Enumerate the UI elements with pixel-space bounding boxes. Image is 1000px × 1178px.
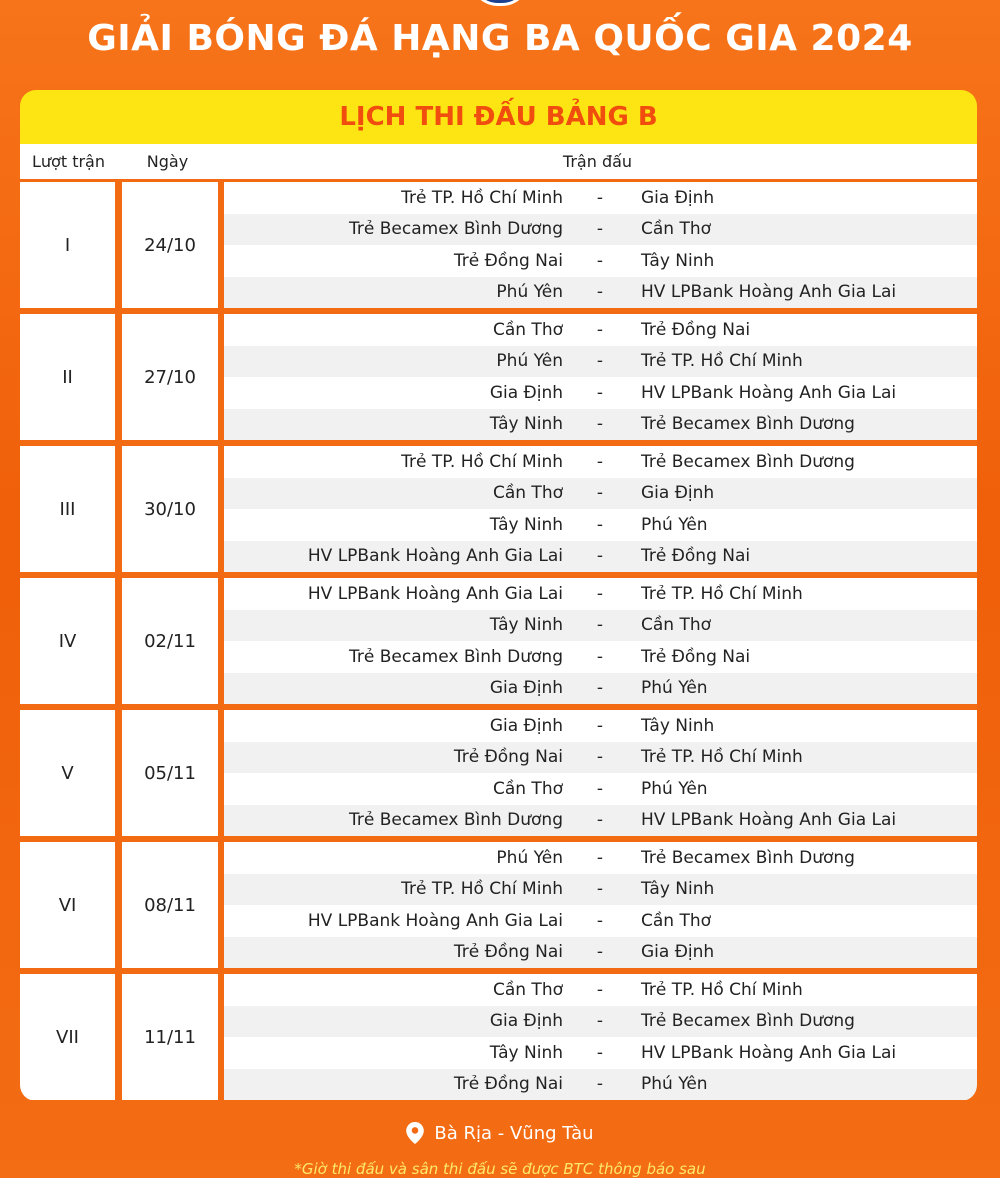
versus-separator: - <box>596 715 604 736</box>
versus-separator: - <box>596 847 604 868</box>
home-team: Trẻ Đồng Nai <box>453 1074 563 1095</box>
match-row <box>224 742 977 774</box>
match-list <box>224 710 977 836</box>
home-team: HV LPBank Hoàng Anh Gia Lai <box>307 583 563 604</box>
match-row <box>224 409 977 441</box>
versus-separator: - <box>596 1011 604 1032</box>
home-team: Cần Thơ <box>492 483 563 504</box>
round-number: V <box>20 710 115 836</box>
match-list <box>224 578 977 704</box>
round-block <box>20 578 977 704</box>
versus-separator: - <box>596 810 604 831</box>
match-row <box>224 346 977 378</box>
home-team: Phú Yên <box>496 282 563 303</box>
match-row <box>224 214 977 246</box>
home-team: Trẻ TP. Hồ Chí Minh <box>401 451 563 472</box>
versus-separator: - <box>596 942 604 963</box>
round-date: 02/11 <box>122 578 218 704</box>
home-team: HV LPBank Hoàng Anh Gia Lai <box>307 910 563 931</box>
round-block <box>20 710 977 836</box>
versus-separator: - <box>596 219 604 240</box>
match-list <box>224 842 977 968</box>
match-row <box>224 377 977 409</box>
away-team: Tây Ninh <box>641 879 715 900</box>
versus-separator: - <box>596 282 604 303</box>
round-number: III <box>20 446 115 572</box>
home-team: Cần Thơ <box>492 979 563 1000</box>
page-title: GIẢI BÓNG ĐÁ HẠNG BA QUỐC GIA 2024 <box>87 18 913 59</box>
away-team: Phú Yên <box>641 678 708 699</box>
match-row <box>224 1069 977 1101</box>
away-team: Gia Định <box>641 187 715 208</box>
away-team: Trẻ Becamex Bình Dương <box>641 847 855 868</box>
away-team: Cần Thơ <box>641 615 712 636</box>
match-row <box>224 509 977 541</box>
home-team: Gia Định <box>489 1011 563 1032</box>
away-team: Trẻ Đồng Nai <box>641 319 751 340</box>
home-team: Trẻ Đồng Nai <box>453 747 563 768</box>
away-team: Trẻ TP. Hồ Chí Minh <box>641 583 803 604</box>
away-team: Tây Ninh <box>641 715 715 736</box>
away-team: Trẻ Becamex Bình Dương <box>641 414 855 435</box>
round-number: VI <box>20 842 115 968</box>
home-team: Phú Yên <box>496 847 563 868</box>
rounds-list <box>20 182 977 1100</box>
versus-separator: - <box>596 451 604 472</box>
home-team: Trẻ TP. Hồ Chí Minh <box>401 187 563 208</box>
round-number: II <box>20 314 115 440</box>
away-team: Tây Ninh <box>641 250 715 271</box>
home-team: Phú Yên <box>496 351 563 372</box>
away-team: Cần Thơ <box>641 219 712 240</box>
away-team: HV LPBank Hoàng Anh Gia Lai <box>641 810 897 831</box>
away-team: Cần Thơ <box>641 910 712 931</box>
match-row <box>224 905 977 937</box>
round-block <box>20 446 977 572</box>
away-team: Trẻ Becamex Bình Dương <box>641 451 855 472</box>
match-row <box>224 805 977 837</box>
round-number: VII <box>20 974 115 1100</box>
round-block <box>20 842 977 968</box>
versus-separator: - <box>596 879 604 900</box>
away-team: Trẻ Đồng Nai <box>641 646 751 667</box>
versus-separator: - <box>596 382 604 403</box>
away-team: Trẻ Đồng Nai <box>641 546 751 567</box>
versus-separator: - <box>596 678 604 699</box>
home-team: Gia Định <box>489 382 563 403</box>
match-row <box>224 842 977 874</box>
round-date: 05/11 <box>122 710 218 836</box>
away-team: Trẻ TP. Hồ Chí Minh <box>641 747 803 768</box>
match-row <box>224 610 977 642</box>
map-pin-icon <box>406 1122 424 1144</box>
away-team: Gia Định <box>641 942 715 963</box>
match-row <box>224 773 977 805</box>
match-row <box>224 641 977 673</box>
away-team: Trẻ Becamex Bình Dương <box>641 1011 855 1032</box>
home-team: Trẻ Becamex Bình Dương <box>349 810 563 831</box>
home-team: Trẻ Becamex Bình Dương <box>349 646 563 667</box>
home-team: Cần Thơ <box>492 319 563 340</box>
versus-separator: - <box>596 1074 604 1095</box>
home-team: Gia Định <box>489 678 563 699</box>
home-team: Tây Ninh <box>489 514 563 535</box>
away-team: Phú Yên <box>641 514 708 535</box>
home-team: Cần Thơ <box>492 778 563 799</box>
away-team: Trẻ TP. Hồ Chí Minh <box>641 979 803 1000</box>
home-team: Tây Ninh <box>489 615 563 636</box>
round-date: 30/10 <box>122 446 218 572</box>
footnote: *Giờ thi đấu và sân thi đấu sẽ được BTC thông báo sau <box>294 1160 706 1178</box>
away-team: Phú Yên <box>641 778 708 799</box>
location-line <box>0 1122 1000 1144</box>
match-row <box>224 314 977 346</box>
home-team: HV LPBank Hoàng Anh Gia Lai <box>307 546 563 567</box>
away-team: HV LPBank Hoàng Anh Gia Lai <box>641 1042 897 1063</box>
round-date: 08/11 <box>122 842 218 968</box>
versus-separator: - <box>596 250 604 271</box>
versus-separator: - <box>596 351 604 372</box>
round-date: 27/10 <box>122 314 218 440</box>
home-team: Trẻ Becamex Bình Dương <box>349 219 563 240</box>
schedule-board <box>20 90 977 1101</box>
match-list <box>224 314 977 440</box>
away-team: HV LPBank Hoàng Anh Gia Lai <box>641 382 897 403</box>
match-row <box>224 974 977 1006</box>
versus-separator: - <box>596 646 604 667</box>
home-team: Tây Ninh <box>489 1042 563 1063</box>
match-row <box>224 1006 977 1038</box>
location-text: Bà Rịa - Vũng Tàu <box>434 1122 594 1144</box>
match-row <box>224 478 977 510</box>
away-team: HV LPBank Hoàng Anh Gia Lai <box>641 282 897 303</box>
column-header-date: Ngày <box>146 152 189 171</box>
versus-separator: - <box>596 319 604 340</box>
round-date: 11/11 <box>122 974 218 1100</box>
match-row <box>224 277 977 309</box>
round-date: 24/10 <box>122 182 218 308</box>
match-row <box>224 937 977 969</box>
versus-separator: - <box>596 546 604 567</box>
match-row <box>224 673 977 705</box>
match-list <box>224 974 977 1100</box>
away-team: Phú Yên <box>641 1074 708 1095</box>
round-block <box>20 974 977 1100</box>
away-team: Gia Định <box>641 483 715 504</box>
match-row <box>224 710 977 742</box>
match-row <box>224 541 977 573</box>
match-list <box>224 182 977 308</box>
match-row <box>224 182 977 214</box>
home-team: Trẻ TP. Hồ Chí Minh <box>401 879 563 900</box>
column-header-match: Trận đấu <box>562 152 633 171</box>
column-header-row <box>20 144 977 179</box>
round-number: IV <box>20 578 115 704</box>
round-block <box>20 182 977 308</box>
versus-separator: - <box>596 615 604 636</box>
logo-emblem <box>470 0 530 6</box>
home-team: Tây Ninh <box>489 414 563 435</box>
home-team: Trẻ Đồng Nai <box>453 942 563 963</box>
schedule-subtitle: LỊCH THI ĐẤU BẢNG B <box>20 90 977 144</box>
versus-separator: - <box>596 979 604 1000</box>
match-row <box>224 245 977 277</box>
versus-separator: - <box>596 583 604 604</box>
column-header-round: Lượt trận <box>32 152 105 171</box>
away-team: Trẻ TP. Hồ Chí Minh <box>641 351 803 372</box>
home-team: Gia Định <box>489 715 563 736</box>
versus-separator: - <box>596 747 604 768</box>
versus-separator: - <box>596 1042 604 1063</box>
versus-separator: - <box>596 514 604 535</box>
match-row <box>224 446 977 478</box>
versus-separator: - <box>596 910 604 931</box>
match-row <box>224 578 977 610</box>
match-list <box>224 446 977 572</box>
round-block <box>20 314 977 440</box>
versus-separator: - <box>596 778 604 799</box>
home-team: Trẻ Đồng Nai <box>453 250 563 271</box>
versus-separator: - <box>596 483 604 504</box>
versus-separator: - <box>596 187 604 208</box>
round-number: I <box>20 182 115 308</box>
versus-separator: - <box>596 414 604 435</box>
match-row <box>224 874 977 906</box>
match-row <box>224 1037 977 1069</box>
